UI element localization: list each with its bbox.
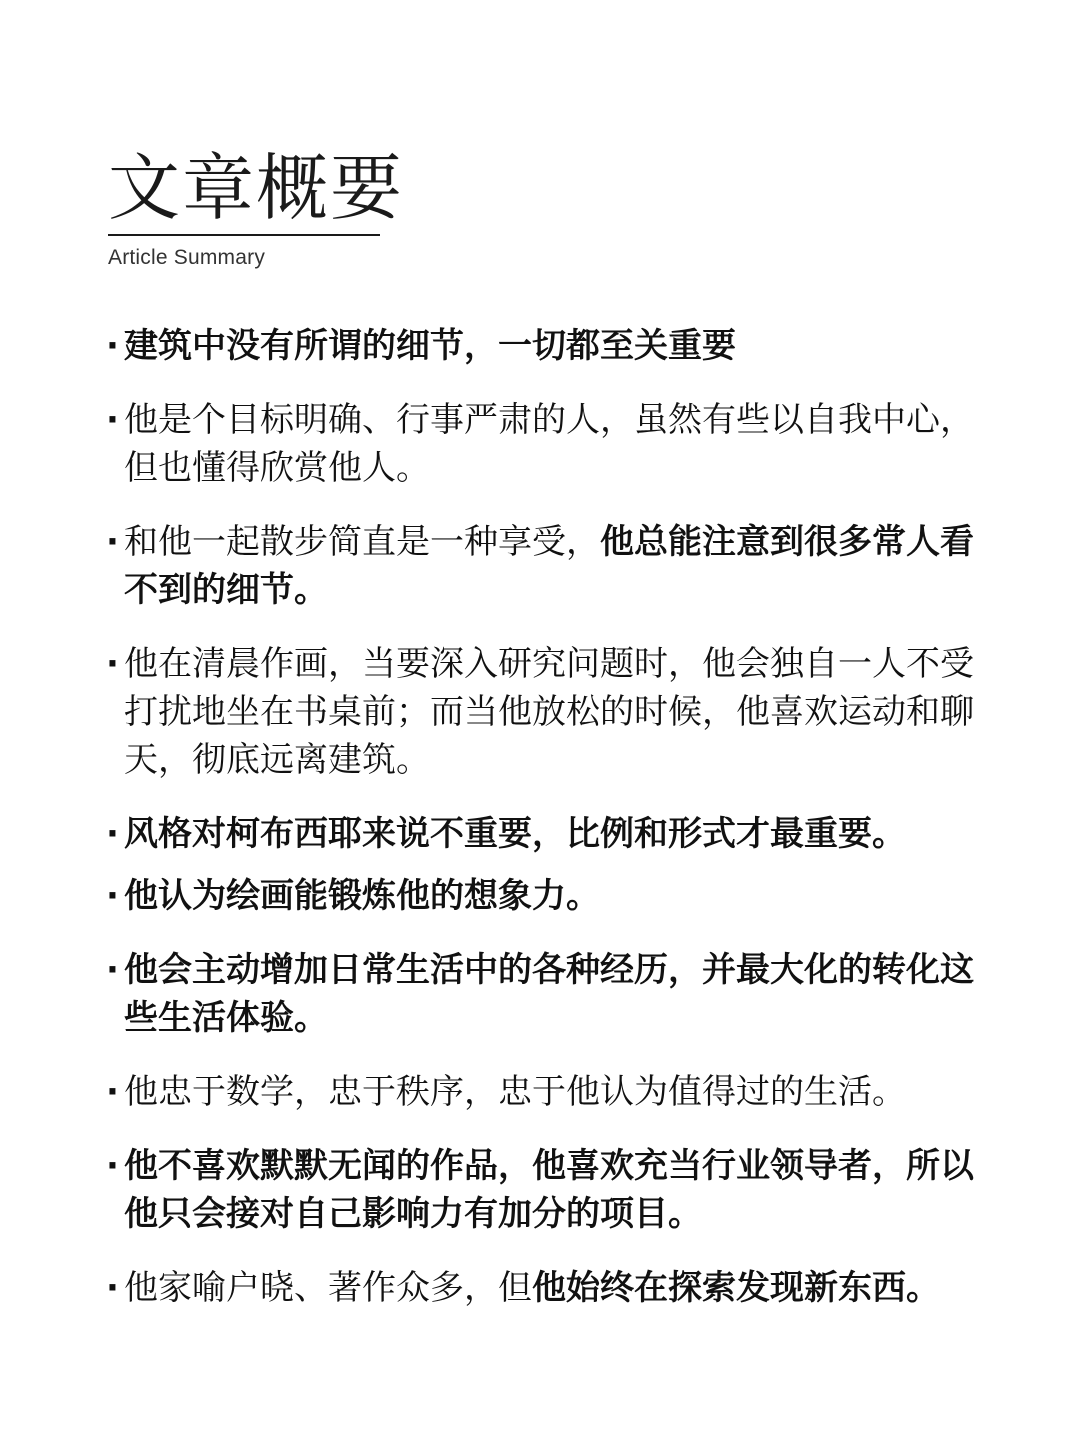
- list-item: [106, 322, 986, 370]
- item-text-bold: 他始终在探索发现新东西。: [532, 1268, 940, 1308]
- item-text: 他是个目标明确、行事严肃的人，虽然有些以自我中心，但也懂得欣赏他人。: [124, 400, 974, 488]
- item-text-bold: 他总能注意到很多常人看不到的细节。: [124, 522, 974, 610]
- bullet: ·: [106, 326, 119, 366]
- summary-header: [108, 146, 405, 270]
- page-title: 文章概要: [108, 146, 405, 230]
- list-item: [106, 518, 986, 614]
- item-text-bold: 风格对柯布西耶来说不重要，比例和形式才最重要。: [124, 814, 906, 854]
- bullet: ·: [106, 644, 119, 684]
- item-text-bold: 他会主动增加日常生活中的各种经历，并最大化的转化这些生活体验。: [124, 950, 974, 1038]
- list-item: [106, 396, 986, 492]
- summary-list: [106, 322, 986, 1338]
- bullet: ·: [106, 814, 119, 854]
- list-item: [106, 640, 986, 784]
- bullet: ·: [106, 1268, 119, 1308]
- bullet: ·: [106, 1146, 119, 1186]
- title-underline: [108, 234, 380, 236]
- page-subtitle: Article Summary: [108, 246, 266, 269]
- item-text: 他在清晨作画，当要深入研究问题时，他会独自一人不受打扰地坐在书桌前；而当他放松的时候，他喜欢运动和聊天，彻底远离建筑。: [124, 644, 974, 780]
- list-item: [106, 1264, 986, 1312]
- item-text-bold: 他不喜欢默默无闻的作品，他喜欢充当行业领导者，所以他只会接对自己影响力有加分的项目。: [124, 1146, 974, 1234]
- item-text: 他忠于数学，忠于秩序，忠于他认为值得过的生活。: [124, 1072, 906, 1112]
- bullet: ·: [106, 522, 119, 562]
- bullet: ·: [106, 1072, 119, 1112]
- bullet: ·: [106, 400, 119, 440]
- item-text-bold: 他认为绘画能锻炼他的想象力。: [124, 876, 600, 916]
- bullet: ·: [106, 950, 119, 990]
- list-item: [106, 1068, 986, 1116]
- item-text: 和他一起散步简直是一种享受，: [124, 522, 600, 562]
- bullet: ·: [106, 876, 119, 916]
- item-text: 他家喻户晓、著作众多，但: [124, 1268, 532, 1308]
- list-item: [106, 1142, 986, 1238]
- list-item: [106, 810, 986, 858]
- list-item: [106, 872, 986, 920]
- item-text-bold: 建筑中没有所谓的细节，一切都至关重要: [124, 326, 736, 366]
- list-item: [106, 946, 986, 1042]
